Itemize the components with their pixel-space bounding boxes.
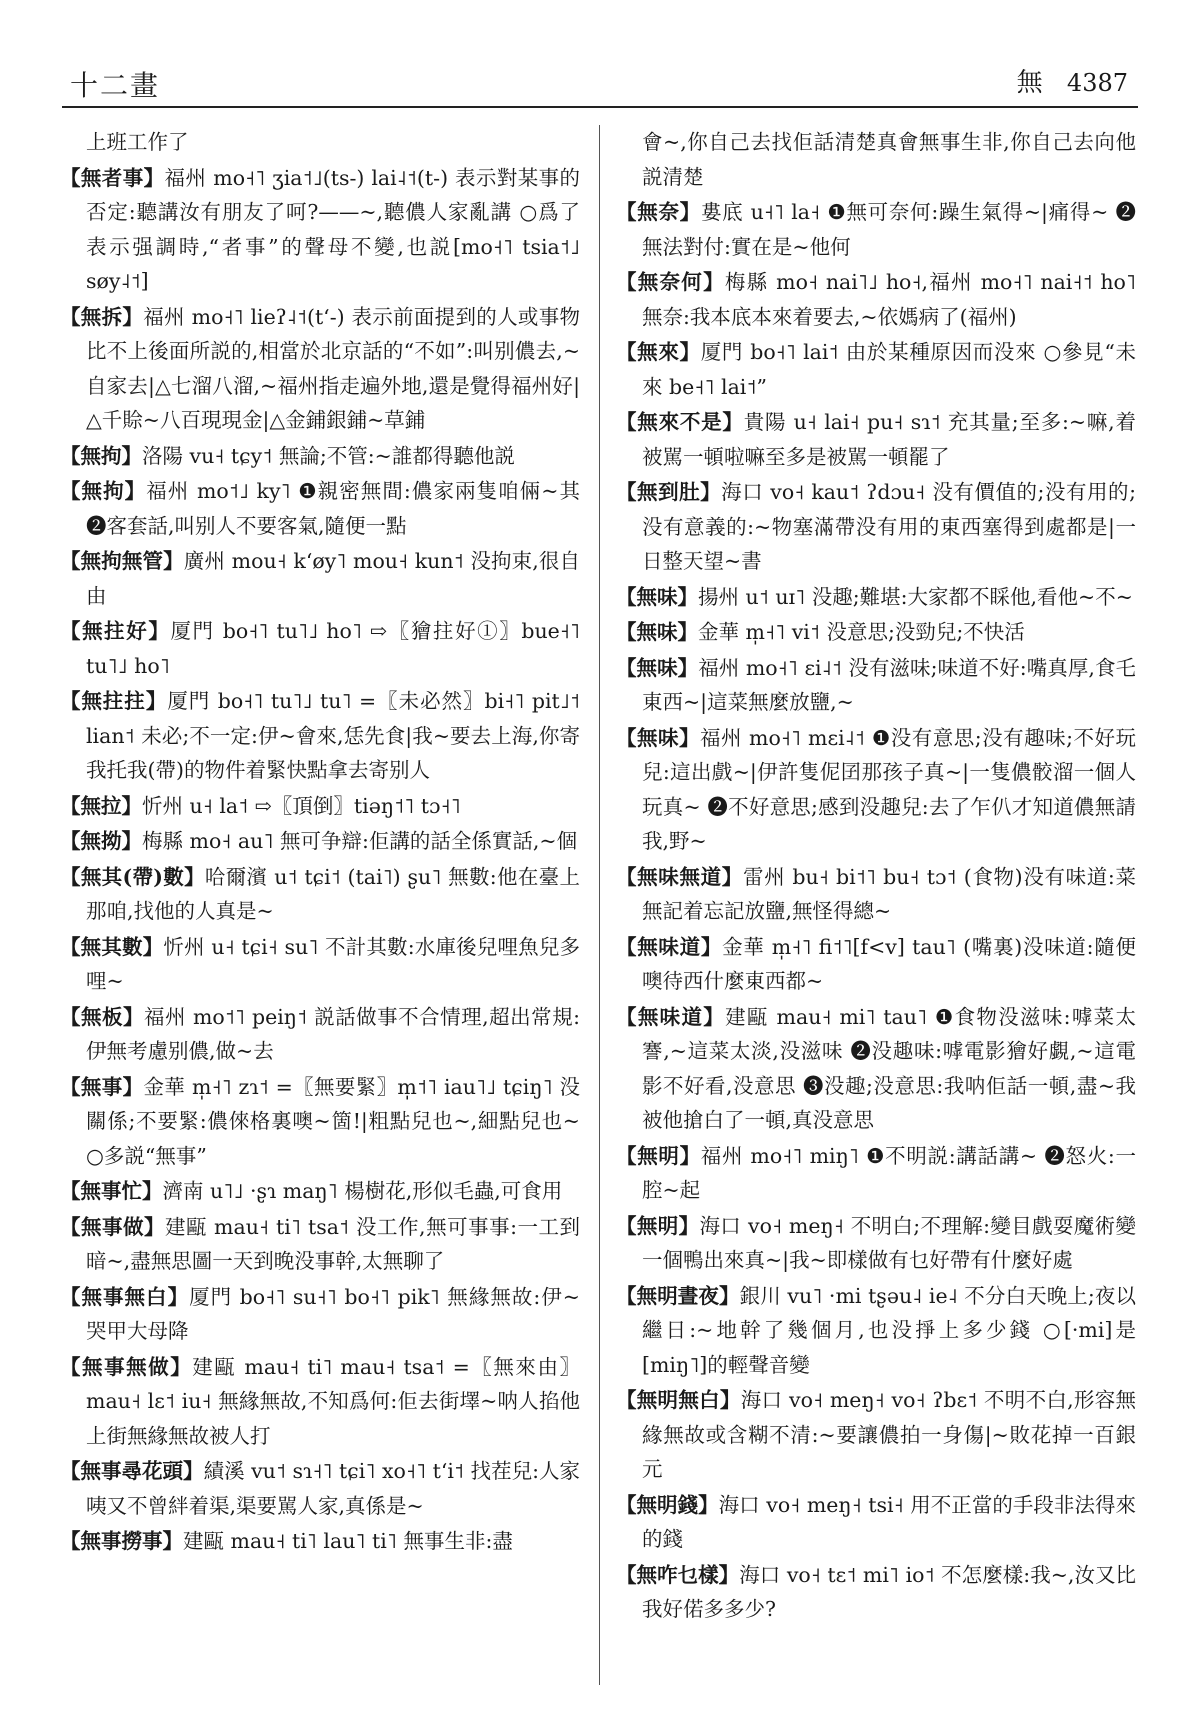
dictionary-entry xyxy=(60,474,580,543)
entry-definition: 金華 m̩˧˥ fi˦˥[f<v] tau˥ (嘴裏)没味道:隨便噢待西什麼東西都~ xyxy=(642,934,1136,993)
entry-headword: 【無味】 xyxy=(616,655,699,680)
dictionary-entry xyxy=(60,1280,580,1349)
page-headword-and-number xyxy=(1017,62,1128,99)
entry-definition: 福州 mo˦˥ peiŋ˦ 説話做事不合情理,超出常規:伊無考慮别儂,做~去 xyxy=(86,1004,580,1063)
entry-definition: 福州 mo˧˥ ʒia˦˩(ts-) lai˨˦(t-) 表示對某事的否定:聽講汝有朋友了呵?——~,聽儂人家亂講 ○爲了表示强調時,“者事”的聲母不變,也説[mo˧˥ tsia˦˩ søy˨˦] xyxy=(86,165,580,293)
entry-headword: 【無者事】 xyxy=(60,165,165,190)
entry-definition: 厦門 bo˧˥ tu˥˩ tu˥ =〖未必然〗bi˧˥ pit˩˦ lian˦ 未必;不一定:伊~會來,恁先食|我~要去上海,你寄我托我(帶)的物件着緊快點拿去寄别人 xyxy=(86,689,580,782)
entry-headword: 【無來不是】 xyxy=(616,410,744,434)
section-title: 十二畫 xyxy=(70,69,161,102)
entry-definition: 揚州 u˦ uɪ˥ 没趣;難堪:大家都不睬他,看他~不~ xyxy=(698,584,1133,609)
dictionary-entry xyxy=(616,475,1136,579)
dictionary-entry xyxy=(60,544,580,613)
entry-definition: 福州 mo˦˩ ky˥ ❶親密無間:儂家兩隻咱倆~其 ❷客套話,叫别人不要客氣,隨便一點 xyxy=(86,479,580,538)
dictionary-entry xyxy=(616,195,1136,264)
entry-definition: 建甌 mau˧ ti˥ lau˥ ti˥ 無事生非:盡 xyxy=(183,1529,513,1553)
entry-headword: 【無拆】 xyxy=(60,304,144,329)
dictionary-entry xyxy=(616,651,1136,720)
dictionary-entry xyxy=(60,930,580,999)
entry-definition: 福州 mo˧˥ lieʔ˨˦(tʻ-) 表示前面提到的人或事物比不上後面所説的,相當於北京話的“不如”:叫别儂去,~自家去|△七溜八溜,~福州指走遍外地,還是覺得福州好|△千賒~八百現現金|△金鋪銀鋪~草鋪 xyxy=(86,304,580,432)
dictionary-entry xyxy=(616,1000,1136,1138)
entry-headword: 【無其(帶)數】 xyxy=(60,864,205,889)
dictionary-entry xyxy=(616,721,1136,859)
dictionary-entry xyxy=(616,335,1136,404)
entry-headword: 【無奈何】 xyxy=(616,270,725,294)
entry-definition: 濟南 u˥˩ ·ʂɿ maŋ˥ 楊樹花,形似毛蟲,可食用 xyxy=(162,1179,563,1203)
entry-definition: 厦門 bo˧˥ lai˦ 由於某種原因而没來 ○參見“未來 be˧˥ lai˦” xyxy=(642,340,1136,399)
dictionary-entry xyxy=(616,580,1136,615)
entry-headword: 【無明】 xyxy=(616,1143,701,1168)
right-column xyxy=(616,125,1136,1705)
dictionary-entry xyxy=(60,1210,580,1279)
dictionary-entry xyxy=(60,789,580,824)
entry-definition: 海口 vo˧ meŋ˧ tsi˧ 用不正當的手段非法得來的錢 xyxy=(642,1492,1136,1551)
dictionary-entry xyxy=(616,1558,1136,1627)
entry-headword: 【無味道】 xyxy=(616,1004,726,1029)
dictionary-entry xyxy=(60,684,580,788)
dictionary-entry xyxy=(60,439,580,474)
entry-headword: 【無事】 xyxy=(60,1074,144,1099)
entry-headword: 【無咋乜樣】 xyxy=(616,1562,740,1587)
entry-definition: 福州 mo˧˥ miŋ˥ ❶不明説:講話講~ ❷怒火:一腔~起 xyxy=(642,1143,1136,1202)
entry-definition: 海口 vo˧ tɛ˦ mi˥ io˦ 不怎麼樣:我~,汝又比我好偌多多少? xyxy=(642,1562,1136,1621)
entry-definition: 婁底 u˧˥ la˧ ❶無可奈何:躁生氣得~|痛得~ ❷無法對付:實在是~他何 xyxy=(642,200,1136,259)
entry-definition: 雷州 bu˧ bi˦˥ bu˧ tɔ˦ (食物)没有味道:菜無記着忘記放鹽,無怪得總~ xyxy=(642,864,1136,923)
entry-headword: 【無拄拄】 xyxy=(60,689,168,713)
entry-definition: 建甌 mau˧ ti˥ mau˧ tsa˦ =〖無來由〗mau˧ lɛ˦ iu˧ 無緣無故,不知爲何:佢去街墿~呐人掐他上街無緣無故被人打 xyxy=(86,1354,580,1448)
dictionary-entry xyxy=(616,1383,1136,1487)
entry-definition: 金華 m̩˧˥ zɿ˦ =〖無要緊〗m̩˦˥ iau˥˩ tɕiŋ˥ 没關係;不要緊:儂倈格裏噢~箇!|粗點兒也~,細點兒也~ ○多説“無事” xyxy=(86,1074,580,1168)
dictionary-entry xyxy=(60,824,580,859)
dictionary-entry xyxy=(60,1174,580,1209)
entry-headword: 【無事忙】 xyxy=(60,1179,163,1203)
entry-definition: 哈爾濱 u˦ tɕi˦ (tai˥) ʂu˥ 無數:他在臺上那咱,找他的人真是~ xyxy=(86,864,580,923)
entry-headword: 【無拘】 xyxy=(60,479,147,503)
entry-definition: 貴陽 u˧ lai˧ pu˧ sɿ˦ 充其量;至多:~嘛,着被駡一頓啦嘛至多是被駡一頓罷了 xyxy=(642,410,1136,469)
dictionary-entry xyxy=(616,265,1136,334)
dictionary-entry xyxy=(616,125,1136,194)
dictionary-entry xyxy=(60,860,580,929)
entry-headword: 【無事無做】 xyxy=(60,1354,193,1379)
entry-headword: 【無明】 xyxy=(616,1213,700,1238)
dictionary-entry xyxy=(60,1454,580,1523)
dictionary-entry xyxy=(60,614,580,683)
entry-continuation: 上班工作了 xyxy=(86,130,189,154)
entry-definition: 海口 vo˧ meŋ˧ 不明白;不理解:變目戲耍魔術變一個鴨出來真~|我~即樣做有乜好帶有什麼好處 xyxy=(642,1213,1136,1272)
entry-definition: 忻州 u˧ tɕi˧ su˥ 不計其數:水庫後兒哩魚兒多哩~ xyxy=(86,934,580,993)
entry-headword: 【無味道】 xyxy=(616,934,723,959)
entry-headword: 【無其數】 xyxy=(60,934,164,959)
entry-headword: 【無來】 xyxy=(616,340,701,364)
dictionary-entry xyxy=(60,1524,580,1559)
entry-headword: 【無拘】 xyxy=(60,443,142,468)
dictionary-entry xyxy=(60,300,580,438)
entry-definition: 洛陽 vu˧ tɕy˦ 無論;不管:~誰都得聽他説 xyxy=(142,443,515,468)
entry-definition: 建甌 mau˧ mi˥ tau˥ ❶食物没滋味:嘑菜太謇,~這菜太淡,没滋味 ❷没趣味:嘑電影獪好覷,~這電影不好看,没意思 ❸没趣;没意思:我呐佢話一頓,盡~我被他搶白了一頓,真没意思 xyxy=(642,1004,1136,1132)
dictionary-entry xyxy=(616,1488,1136,1557)
entry-headword: 【無味】 xyxy=(616,584,698,609)
entry-headword: 【無拗】 xyxy=(60,829,142,853)
entry-definition: 廣州 mou˧ kʻøy˥ mou˧ kun˦ 没拘束,很自由 xyxy=(86,549,580,608)
dictionary-entry xyxy=(616,860,1136,929)
entry-headword: 【無事做】 xyxy=(60,1214,166,1239)
entry-definition: 梅縣 mo˧ nai˥˩ ho˧,福州 mo˧˥ nai˧˦ ho˥ 無奈:我本底本來着要去,~依媽病了(福州) xyxy=(642,270,1136,329)
dictionary-entry xyxy=(616,930,1136,999)
dictionary-entry xyxy=(60,161,580,299)
headword-character: 無 xyxy=(1016,68,1043,98)
entry-headword: 【無拉】 xyxy=(60,793,142,818)
entry-definition: 梅縣 mo˧ au˥ 無可争辯:佢講的話全係實話,~個 xyxy=(142,829,578,853)
column-divider xyxy=(599,125,600,1685)
entry-headword: 【無味】 xyxy=(616,725,700,750)
dictionary-entry xyxy=(60,1070,580,1174)
entry-headword: 【無明晝夜】 xyxy=(616,1283,740,1308)
entry-headword: 【無奈】 xyxy=(616,200,701,224)
entry-definition: 海口 vo˧ kau˦ ʔdɔu˧ 没有價值的;没有用的;没有意義的:~物塞滿帶没有用的東西塞得到處都是|一日整天望~書 xyxy=(642,480,1136,573)
dictionary-entry xyxy=(60,125,580,160)
entry-definition: 銀川 vu˥ ·mi tʂəu˨ ie˨ 不分白天晚上;夜以繼日:~地幹了幾個月,也没掙上多少錢 ○[·mi]是[miŋ˥]的輕聲音變 xyxy=(642,1283,1136,1377)
entry-definition: 忻州 u˧ la˦ ⇨〖頂倒〗tiəŋ˦˥ tɔ˧˥ xyxy=(142,793,461,818)
entry-headword: 【無明無白】 xyxy=(616,1388,741,1412)
entry-headword: 【無事撈事】 xyxy=(60,1529,183,1553)
entry-definition: 福州 mo˧˥ ɛi˨˦ 没有滋味;味道不好:嘴真厚,食乇東西~|這菜無麼放鹽,~ xyxy=(642,655,1136,714)
entry-continuation: 會~,你自己去找佢話清楚真會無事生非,你自己去向他説清楚 xyxy=(642,130,1136,189)
entry-headword: 【無味】 xyxy=(616,620,698,644)
page-number: 4387 xyxy=(1066,69,1128,97)
entry-headword: 【無拄好】 xyxy=(60,619,171,643)
left-column xyxy=(60,125,580,1705)
entry-definition: 建甌 mau˧ ti˥ tsa˦ 没工作,無可事事:一工到暗~,盡無思圖一天到晚没事幹,太無聊了 xyxy=(86,1214,580,1273)
running-head xyxy=(62,58,1138,108)
entry-headword: 【無事尋花頭】 xyxy=(60,1459,204,1483)
entry-headword: 【無拘無管】 xyxy=(60,549,184,573)
dictionary-entry xyxy=(616,1279,1136,1383)
entry-definition: 厦門 bo˧˥ su˧˥ bo˧˥ pik˥ 無緣無故:伊~哭甲大母降 xyxy=(86,1284,580,1343)
entry-definition: 績溪 vu˦ sɿ˧˥ tɕi˥ xo˧˥ tʻi˦ 找茬兒:人家咦又不曾絆着渠,渠要駡人家,真係是~ xyxy=(86,1459,580,1518)
entry-headword: 【無板】 xyxy=(60,1004,144,1029)
entry-definition: 福州 mo˧˥ mɛi˨˦ ❶没有意思;没有趣味;不好玩兒:這出戲~|伊許隻伲囝那孩子真~|一隻儂骹溜一個人玩真~ ❷不好意思;感到没趣兒:去了乍仈才知道儂無請我,野~ xyxy=(642,725,1136,853)
entry-headword: 【無到肚】 xyxy=(616,480,722,504)
entry-headword: 【無明錢】 xyxy=(616,1492,719,1517)
entry-headword: 【無味無道】 xyxy=(616,864,743,889)
entry-definition: 厦門 bo˧˥ tu˥˩ ho˥ ⇨〖獪拄好①〗bue˧˥ tu˥˩ ho˥ xyxy=(86,619,580,678)
dictionary-entry xyxy=(616,1209,1136,1278)
dictionary-entry xyxy=(616,1139,1136,1208)
entry-definition: 海口 vo˧ meŋ˧ vo˧ ʔbɛ˦ 不明不白,形容無緣無故或含糊不清:~要讓儂拍一身傷|~敗花掉一百銀元 xyxy=(642,1388,1136,1481)
dictionary-entry xyxy=(60,1350,580,1454)
dictionary-entry xyxy=(616,405,1136,474)
dictionary-entry xyxy=(616,615,1136,650)
dictionary-entry xyxy=(60,1000,580,1069)
entry-headword: 【無事無白】 xyxy=(60,1284,190,1309)
entry-definition: 金華 m̩˧˥ vi˦ 没意思;没勁兒;不快活 xyxy=(698,620,1025,644)
